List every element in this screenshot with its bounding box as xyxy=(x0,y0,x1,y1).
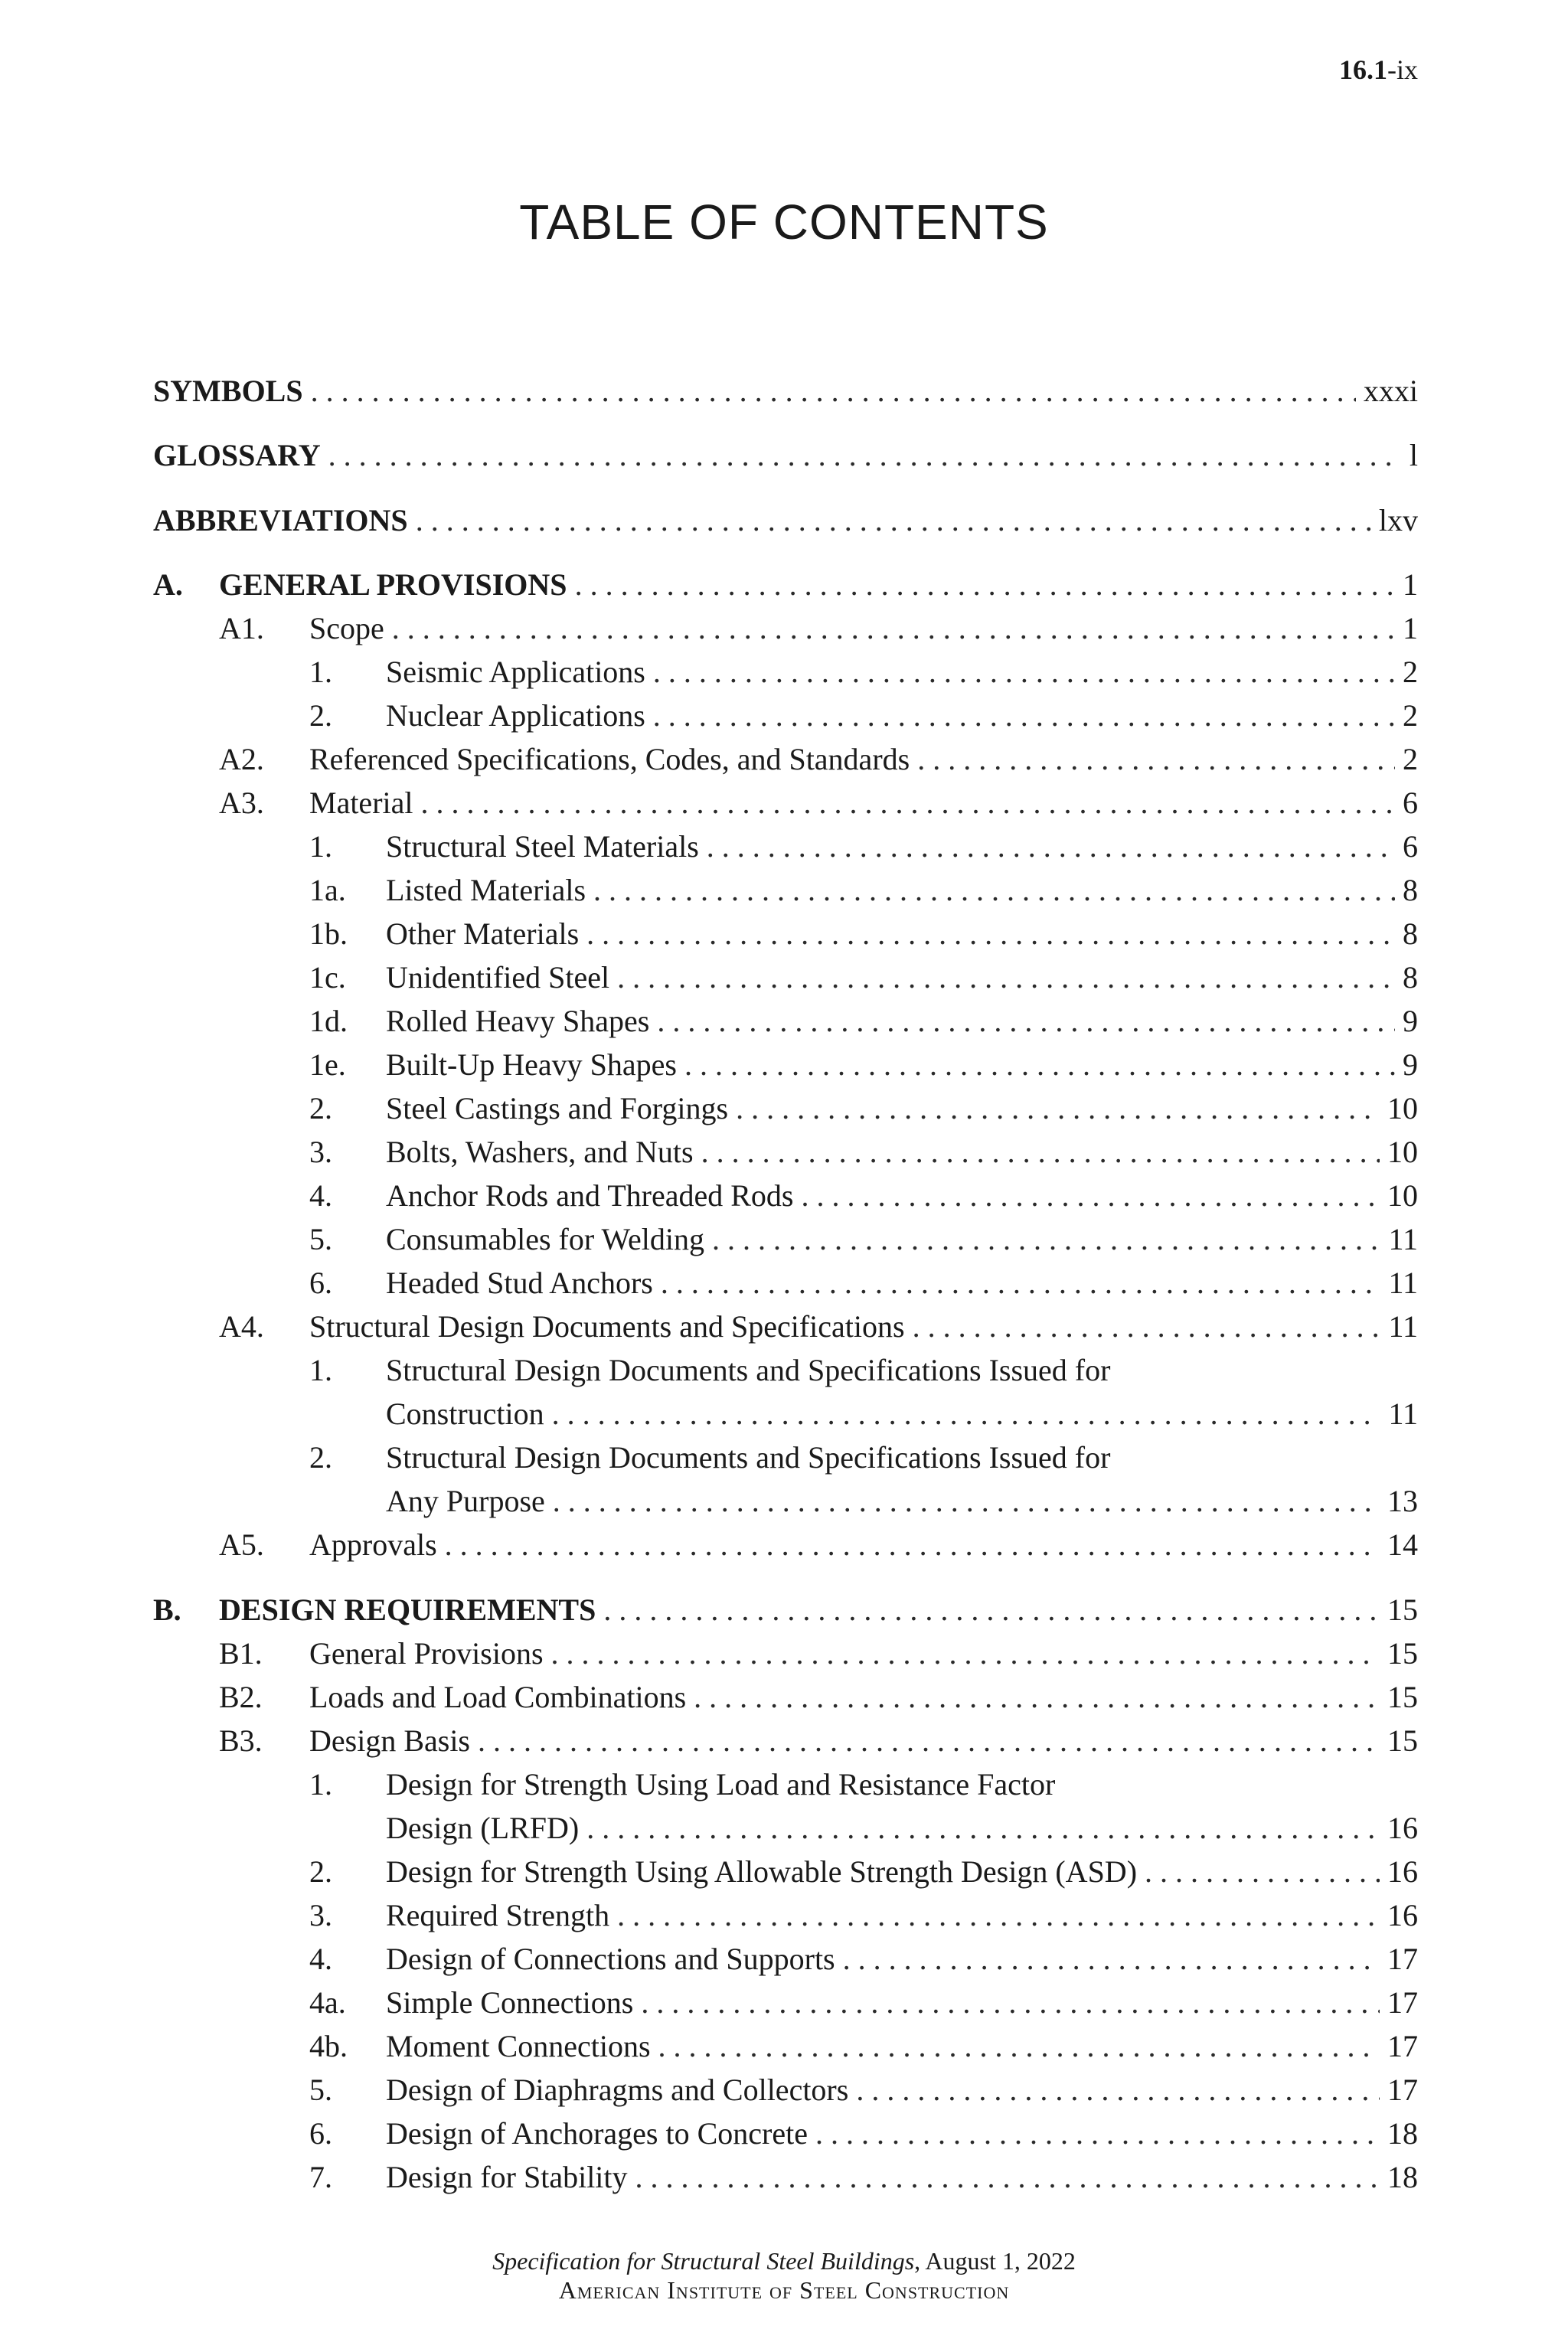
toc-entry-page: 2 xyxy=(1403,655,1418,689)
toc-entry-number: 4b. xyxy=(309,2029,348,2063)
toc-entry xyxy=(153,369,1418,413)
toc-entry-continuation xyxy=(153,1806,1418,1850)
toc-entry-label: General Provisions xyxy=(309,1636,544,1671)
toc-entry-page: 11 xyxy=(1388,1396,1418,1431)
toc-entry-number: A3. xyxy=(219,786,264,820)
toc-entry xyxy=(153,825,1418,868)
leader-dots xyxy=(694,1675,1380,1719)
toc-entry-number: 1b. xyxy=(309,916,348,951)
toc-entry-label: Simple Connections xyxy=(386,1985,634,2020)
toc-entry xyxy=(153,1632,1418,1675)
toc-entry-page: 16 xyxy=(1387,1898,1418,1932)
toc-entry-number: 6. xyxy=(309,2116,332,2151)
footer-citation xyxy=(0,2246,1568,2275)
toc-entry-page: 14 xyxy=(1387,1527,1418,1562)
toc-entry-number: A4. xyxy=(219,1309,264,1344)
toc-entry xyxy=(153,1937,1418,1981)
footer-date: , August 1, 2022 xyxy=(914,2247,1076,2275)
leader-dots xyxy=(661,1261,1381,1305)
toc-entry-label: Design for Stability xyxy=(386,2160,628,2194)
toc-entry-label: Design of Diaphragms and Collectors xyxy=(386,2073,849,2107)
page-number xyxy=(1339,54,1418,86)
toc-entry-number: 2. xyxy=(309,1440,332,1475)
toc-entry-number: 1. xyxy=(309,829,332,864)
toc-entry-label: ABBREVIATIONS xyxy=(153,503,408,537)
toc-entry-label: Approvals xyxy=(309,1527,437,1562)
toc-entry-label: Design for Strength Using Load and Resistance Factor xyxy=(386,1767,1056,1802)
toc-entry-label: Loads and Load Combinations xyxy=(309,1680,687,1714)
toc-entry-page: 10 xyxy=(1387,1178,1418,1213)
leader-dots xyxy=(1145,1850,1380,1893)
toc-entry-page: 8 xyxy=(1403,916,1418,951)
toc-entry xyxy=(153,1217,1418,1261)
toc-entry-page: 18 xyxy=(1387,2116,1418,2151)
toc-entry-page: 2 xyxy=(1403,742,1418,776)
toc-entry xyxy=(153,1086,1418,1130)
toc-entry-label: Design (LRFD) xyxy=(386,1811,580,1845)
toc-entry-number: 6. xyxy=(309,1266,332,1300)
toc-entry-number: B3. xyxy=(219,1723,263,1758)
toc-entry xyxy=(153,2155,1418,2199)
toc-entry-page: 1 xyxy=(1403,567,1418,602)
leader-dots xyxy=(802,1174,1380,1217)
toc-entry-page: 6 xyxy=(1403,829,1418,864)
toc-entry-page: l xyxy=(1409,438,1418,472)
leader-dots xyxy=(657,999,1395,1043)
leader-dots xyxy=(478,1719,1380,1762)
toc-entry xyxy=(153,2112,1418,2155)
toc-entry-number: 1c. xyxy=(309,960,346,995)
toc-entry-page: 18 xyxy=(1387,2160,1418,2194)
leader-dots xyxy=(575,563,1395,606)
leader-dots xyxy=(421,781,1396,825)
toc-entry-label: Scope xyxy=(309,611,384,645)
toc-entry xyxy=(153,868,1418,912)
leader-dots xyxy=(701,1130,1380,1174)
toc-entry-label: Structural Design Documents and Specifications Issued for xyxy=(386,1353,1111,1387)
toc-entry-number: 4. xyxy=(309,1942,332,1976)
toc-entry-number: 2. xyxy=(309,1854,332,1889)
toc-chapter xyxy=(153,563,1418,606)
leader-dots xyxy=(712,1217,1380,1261)
toc-entry-label: Headed Stud Anchors xyxy=(386,1266,653,1300)
leader-dots xyxy=(617,1893,1380,1937)
toc-entry-number: 2. xyxy=(309,698,332,733)
toc-entry-page: xxxi xyxy=(1363,374,1418,408)
footer-title: Specification for Structural Steel Buildings xyxy=(492,2247,915,2275)
page-footer xyxy=(0,2246,1568,2305)
toc-entry xyxy=(153,781,1418,825)
toc-entry-number: A1. xyxy=(219,611,264,645)
toc-entry-label: Seismic Applications xyxy=(386,655,645,689)
leader-dots xyxy=(815,2112,1380,2155)
toc-entry-label: Anchor Rods and Threaded Rods xyxy=(386,1178,794,1213)
toc-entry-number: 5. xyxy=(309,1222,332,1256)
toc-entry xyxy=(153,1261,1418,1305)
toc-entry-number: 7. xyxy=(309,2160,332,2194)
toc-entry xyxy=(153,999,1418,1043)
toc-entry xyxy=(153,1436,1418,1479)
toc-entry-page: 8 xyxy=(1403,960,1418,995)
toc-entry-page: 13 xyxy=(1387,1484,1418,1518)
leader-dots xyxy=(445,1523,1380,1566)
toc-entry-page: 11 xyxy=(1388,1266,1418,1300)
leader-dots xyxy=(843,1937,1380,1981)
leader-dots xyxy=(593,868,1395,912)
toc-entry-label: Required Strength xyxy=(386,1898,610,1932)
toc-entry-label: DESIGN REQUIREMENTS xyxy=(219,1592,596,1627)
toc-entry-label: Nuclear Applications xyxy=(386,698,645,733)
toc-entry-number: 4. xyxy=(309,1178,332,1213)
toc-entry-page: 15 xyxy=(1387,1680,1418,1714)
toc-entry-label: Listed Materials xyxy=(386,873,586,907)
toc-entry xyxy=(153,1762,1418,1806)
leader-dots xyxy=(586,1806,1380,1850)
toc-entry xyxy=(153,1130,1418,1174)
toc-entry-number: 4a. xyxy=(309,1985,346,2020)
toc-entry xyxy=(153,2024,1418,2068)
toc-entry-number: 2. xyxy=(309,1091,332,1125)
toc-entry xyxy=(153,498,1418,542)
toc-entry-label: Structural Steel Materials xyxy=(386,829,699,864)
leader-dots xyxy=(416,498,1371,542)
toc-entry-label: Moment Connections xyxy=(386,2029,651,2063)
leader-dots xyxy=(635,2155,1380,2199)
toc-entry-page: 10 xyxy=(1387,1135,1418,1169)
leader-dots xyxy=(736,1086,1380,1130)
toc-entry xyxy=(153,912,1418,956)
leader-dots xyxy=(551,1632,1380,1675)
toc-entry-number: 3. xyxy=(309,1135,332,1169)
toc-entry-label: Design of Anchorages to Concrete xyxy=(386,2116,808,2151)
toc-entry-number: 1a. xyxy=(309,873,346,907)
toc-entry-page: 9 xyxy=(1403,1047,1418,1082)
toc-entry-page: 8 xyxy=(1403,873,1418,907)
toc-entry-page: 16 xyxy=(1387,1854,1418,1889)
leader-dots xyxy=(658,2024,1380,2068)
toc-entry-number: 1e. xyxy=(309,1047,346,1082)
toc-entry-label: Steel Castings and Forgings xyxy=(386,1091,729,1125)
leader-dots xyxy=(603,1588,1380,1632)
toc-entry xyxy=(153,650,1418,694)
toc-entry-label: Material xyxy=(309,786,413,820)
toc-entry-page: 17 xyxy=(1387,2073,1418,2107)
toc-chapter xyxy=(153,1588,1418,1632)
toc-entry-number: 3. xyxy=(309,1898,332,1932)
toc-entry-label: GLOSSARY xyxy=(153,438,321,472)
toc-entry-label: SYMBOLS xyxy=(153,374,303,408)
toc-entry-label: Bolts, Washers, and Nuts xyxy=(386,1135,694,1169)
leader-dots xyxy=(328,433,1402,477)
toc-entry xyxy=(153,1043,1418,1086)
leader-dots xyxy=(653,650,1395,694)
footer-organization: American Institute of Steel Construction xyxy=(558,2276,1010,2304)
toc-entry xyxy=(153,433,1418,477)
toc-entry-label: Construction xyxy=(386,1396,544,1431)
leader-dots xyxy=(553,1479,1380,1523)
leader-dots xyxy=(617,956,1395,999)
page-number-suffix: -ix xyxy=(1387,54,1418,85)
toc-entry xyxy=(153,1523,1418,1566)
toc-entry-continuation xyxy=(153,1392,1418,1436)
toc-entry-number: 5. xyxy=(309,2073,332,2107)
toc-entry-label: Rolled Heavy Shapes xyxy=(386,1004,650,1038)
toc-entry-page: 9 xyxy=(1403,1004,1418,1038)
toc-entry xyxy=(153,1850,1418,1893)
leader-dots xyxy=(392,606,1395,650)
leader-dots xyxy=(913,1305,1381,1348)
toc-entry-number: 1. xyxy=(309,655,332,689)
toc-entry xyxy=(153,956,1418,999)
toc-entry-page: 15 xyxy=(1387,1636,1418,1671)
toc-entry-label: Referenced Specifications, Codes, and Standards xyxy=(309,742,910,776)
toc-entry xyxy=(153,1893,1418,1937)
leader-dots xyxy=(641,1981,1380,2024)
toc-entry-label: Design for Strength Using Allowable Strength Design (ASD) xyxy=(386,1854,1138,1889)
toc-entry xyxy=(153,606,1418,650)
leader-dots xyxy=(917,737,1395,781)
toc-entry-continuation xyxy=(153,1479,1418,1523)
toc-entry-number: A2. xyxy=(219,742,264,776)
leader-dots xyxy=(586,912,1395,956)
toc-entry-page: 17 xyxy=(1387,2029,1418,2063)
leader-dots xyxy=(653,694,1395,737)
toc-entry-label: Structural Design Documents and Specifications Issued for xyxy=(386,1440,1111,1475)
toc-entry-label: Built-Up Heavy Shapes xyxy=(386,1047,677,1082)
toc-entry-page: 15 xyxy=(1387,1723,1418,1758)
toc-entry-number: 1. xyxy=(309,1353,332,1387)
toc-entry xyxy=(153,1174,1418,1217)
leader-dots xyxy=(707,825,1395,868)
toc-entry xyxy=(153,1719,1418,1762)
toc-entry-page: 15 xyxy=(1387,1592,1418,1627)
toc-entry xyxy=(153,737,1418,781)
toc-entry-number: B2. xyxy=(219,1680,263,1714)
toc-entry-number: A5. xyxy=(219,1527,264,1562)
toc-entry-label: Design Basis xyxy=(309,1723,470,1758)
toc-entry xyxy=(153,2068,1418,2112)
toc-entry-page: 17 xyxy=(1387,1942,1418,1976)
leader-dots xyxy=(856,2068,1380,2112)
toc-entry-page: 17 xyxy=(1387,1985,1418,2020)
toc-entry-number: B1. xyxy=(219,1636,263,1671)
toc-entry xyxy=(153,1675,1418,1719)
toc-entry-label: Design of Connections and Supports xyxy=(386,1942,835,1976)
leader-dots xyxy=(311,369,1356,413)
toc-entry-number: A. xyxy=(153,567,183,602)
toc-entry-page: 10 xyxy=(1387,1091,1418,1125)
toc-entry xyxy=(153,1348,1418,1392)
toc-entry-page: 11 xyxy=(1388,1309,1418,1344)
toc-entry-number: 1d. xyxy=(309,1004,348,1038)
toc-entry-page: 11 xyxy=(1388,1222,1418,1256)
toc-entry-label: Consumables for Welding xyxy=(386,1222,704,1256)
leader-dots xyxy=(684,1043,1395,1086)
page-number-bold: 16.1 xyxy=(1339,54,1387,85)
toc-entry-page: 16 xyxy=(1387,1811,1418,1845)
page-title: TABLE OF CONTENTS xyxy=(519,194,1049,250)
toc-entry-page: 2 xyxy=(1403,698,1418,733)
toc-entry-label: GENERAL PROVISIONS xyxy=(219,567,567,602)
toc-entry-label: Structural Design Documents and Specifications xyxy=(309,1309,905,1344)
toc-entry-label: Any Purpose xyxy=(386,1484,545,1518)
leader-dots xyxy=(552,1392,1381,1436)
toc-entry xyxy=(153,1981,1418,2024)
toc-entry-page: lxv xyxy=(1378,503,1418,537)
toc-entry-label: Other Materials xyxy=(386,916,580,951)
toc-entry-label: Unidentified Steel xyxy=(386,960,610,995)
toc-entry-page: 1 xyxy=(1403,611,1418,645)
toc-entry-number: 1. xyxy=(309,1767,332,1802)
toc-entry xyxy=(153,694,1418,737)
toc-entry xyxy=(153,1305,1418,1348)
toc-entry-number: B. xyxy=(153,1592,181,1627)
toc-entry-page: 6 xyxy=(1403,786,1418,820)
